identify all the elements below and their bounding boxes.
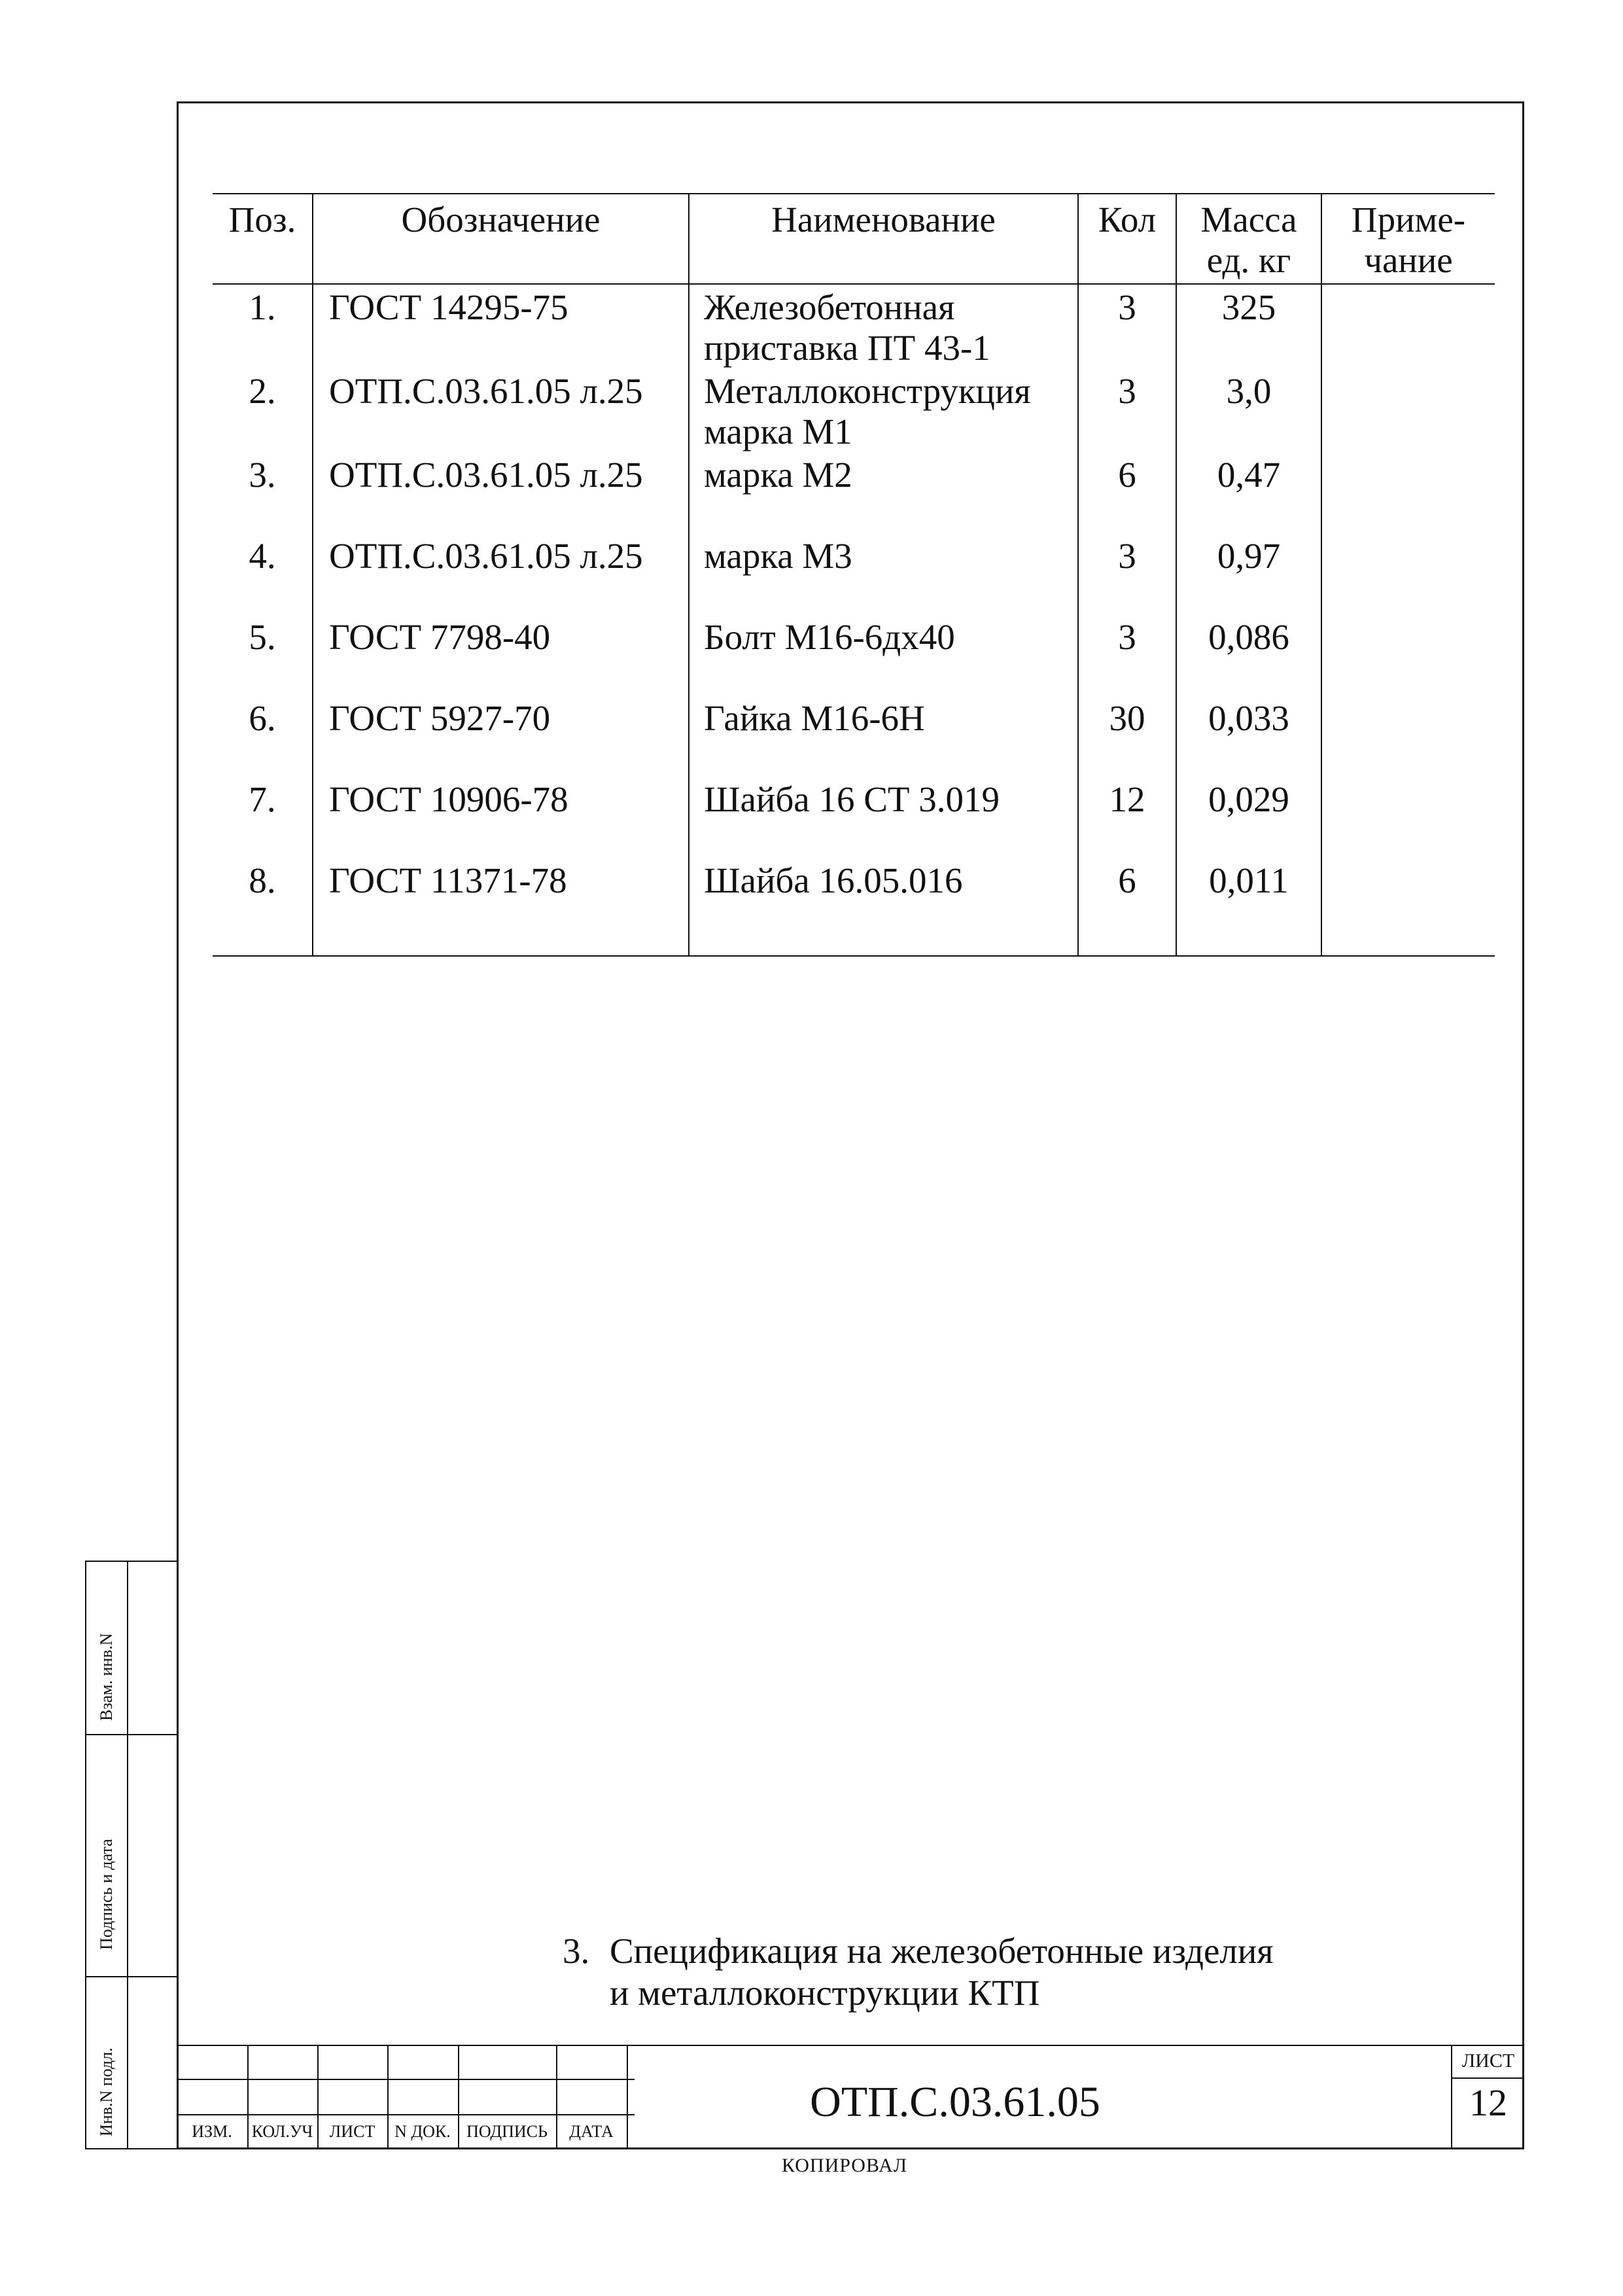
header-note-line1: Приме-: [1351, 200, 1466, 239]
cell-pos: 8.: [213, 858, 313, 956]
tb-top-line: [177, 2045, 1524, 2046]
table-row: [213, 452, 1495, 533]
cell-note: [1321, 614, 1495, 696]
table-row: [213, 284, 1495, 368]
cell-note: [1321, 858, 1495, 956]
cell-name-line1: Гайка М16-6Н: [704, 698, 925, 738]
cell-note: [1321, 777, 1495, 858]
cell-name: [689, 614, 1078, 696]
caption-line2: и металлоконструкции КТП: [610, 1973, 1040, 2013]
table-header-row: [213, 194, 1495, 284]
cell-qty: 3: [1078, 284, 1176, 368]
cell-name-line1: марка М2: [704, 455, 852, 495]
cell-name-line2: марка М1: [704, 412, 852, 451]
cell-qty: 6: [1078, 452, 1176, 533]
cell-designation: ГОСТ 10906-78: [313, 777, 689, 858]
sheet-number: 12: [1469, 2081, 1507, 2124]
cell-pos: 5.: [249, 617, 276, 657]
cell-mass: 0,033: [1176, 696, 1321, 777]
col-n-dok: N ДОК.: [394, 2122, 451, 2141]
strip-row-line: [85, 1734, 177, 1735]
header-pos: Поз.: [213, 194, 313, 284]
cell-qty: 30: [1078, 696, 1176, 777]
cell-name: [689, 284, 1078, 368]
caption-text-1: Спецификация на железобетонные изделия: [610, 1931, 1274, 1971]
header-note-line2: чание: [1364, 240, 1453, 280]
tb-row-line: [177, 2079, 635, 2080]
header-mass-line1: Масса: [1200, 200, 1297, 239]
cell-name: [689, 533, 1078, 614]
cell-designation: ОТП.С.03.61.05 л.25: [313, 452, 689, 533]
table-row: [213, 614, 1495, 696]
cell-name-line2: приставка ПТ 43-1: [704, 328, 990, 368]
specification-table: [213, 193, 1495, 957]
cell-pos: 6.: [249, 698, 276, 738]
col-podpis: ПОДПИСЬ: [466, 2122, 548, 2141]
cell-pos: 7.: [249, 779, 276, 819]
header-mass: [1176, 194, 1321, 284]
cell-note: [1321, 533, 1495, 614]
cell-name: [689, 858, 1078, 956]
title-block: [177, 2045, 1524, 2149]
cell-mass: 0,97: [1176, 533, 1321, 614]
col-izm: ИЗМ.: [192, 2122, 232, 2141]
cell-qty: 3: [1078, 614, 1176, 696]
table-row: [213, 777, 1495, 858]
cell-name: [689, 368, 1078, 452]
col-kol-uch: КОЛ.УЧ: [251, 2122, 313, 2141]
cell-name-line1: Шайба 16 СТ 3.019: [704, 779, 1000, 819]
cell-name-line1: Шайба 16.05.016: [704, 860, 963, 900]
cell-name-line1: Металлоконструкция: [704, 371, 1031, 411]
header-designation: Обозначение: [313, 194, 689, 284]
strip-row-line: [85, 1976, 177, 1977]
cell-qty: 12: [1078, 777, 1176, 858]
label-inv-orig: Инв.N подл.: [97, 2047, 116, 2136]
cell-designation: ГОСТ 7798-40: [313, 614, 689, 696]
cell-qty: 3: [1078, 368, 1176, 452]
cell-note: [1321, 284, 1495, 368]
tb-row-line: [177, 2114, 635, 2115]
cell-name-line1: марка М3: [704, 536, 852, 576]
cell-mass: 325: [1176, 284, 1321, 368]
label-sign-date: Подпись и дата: [97, 1839, 116, 1950]
cell-note: [1321, 368, 1495, 452]
col-list: ЛИСТ: [329, 2122, 375, 2141]
cell-note: [1321, 696, 1495, 777]
caption-line1: [563, 1930, 1274, 1972]
sheet-label: ЛИСТ: [1461, 2050, 1515, 2072]
header-note: [1321, 194, 1495, 284]
figure-caption: [563, 1930, 1274, 2014]
cell-name: [689, 696, 1078, 777]
cell-mass: 0,47: [1176, 452, 1321, 533]
cell-mass: 3,0: [1176, 368, 1321, 452]
side-stamp-strip: [85, 1561, 177, 2149]
cell-name-line1: Железобетонная: [704, 287, 955, 327]
header-qty: Кол: [1078, 194, 1176, 284]
cell-designation: ГОСТ 11371-78: [313, 858, 689, 956]
cell-note: [1321, 452, 1495, 533]
cell-designation: ГОСТ 5927-70: [313, 696, 689, 777]
cell-pos: 4.: [249, 536, 276, 576]
cell-name-line1: Болт М16-6дх40: [704, 617, 955, 657]
cell-pos: 1.: [249, 287, 276, 327]
copied-mark: КОПИРОВАЛ: [782, 2155, 908, 2176]
label-replace-inv: Взам. инв.N: [97, 1633, 116, 1721]
cell-qty: 6: [1078, 858, 1176, 956]
table-row: [213, 696, 1495, 777]
strip-divider: [127, 1561, 128, 2149]
tb-sheet-line: [1451, 2077, 1524, 2079]
cell-mass: 0,086: [1176, 614, 1321, 696]
document-code: ОТП.С.03.61.05: [810, 2078, 1100, 2126]
cell-name: [689, 777, 1078, 858]
table-row: [213, 533, 1495, 614]
cell-pos: 3.: [249, 455, 276, 495]
cell-designation: ОТП.С.03.61.05 л.25: [313, 533, 689, 614]
cell-name: [689, 452, 1078, 533]
header-name: Наименование: [689, 194, 1078, 284]
table-row: [213, 858, 1495, 956]
header-mass-line2: ед. кг: [1206, 240, 1291, 280]
cell-qty: 3: [1078, 533, 1176, 614]
cell-mass: 0,029: [1176, 777, 1321, 858]
cell-designation: ГОСТ 14295-75: [313, 284, 689, 368]
caption-number: 3.: [563, 1931, 590, 1971]
cell-designation: ОТП.С.03.61.05 л.25: [313, 368, 689, 452]
cell-pos: 2.: [249, 371, 276, 411]
table-row: [213, 368, 1495, 452]
cell-mass: 0,011: [1176, 858, 1321, 956]
col-data: ДАТА: [569, 2122, 614, 2141]
